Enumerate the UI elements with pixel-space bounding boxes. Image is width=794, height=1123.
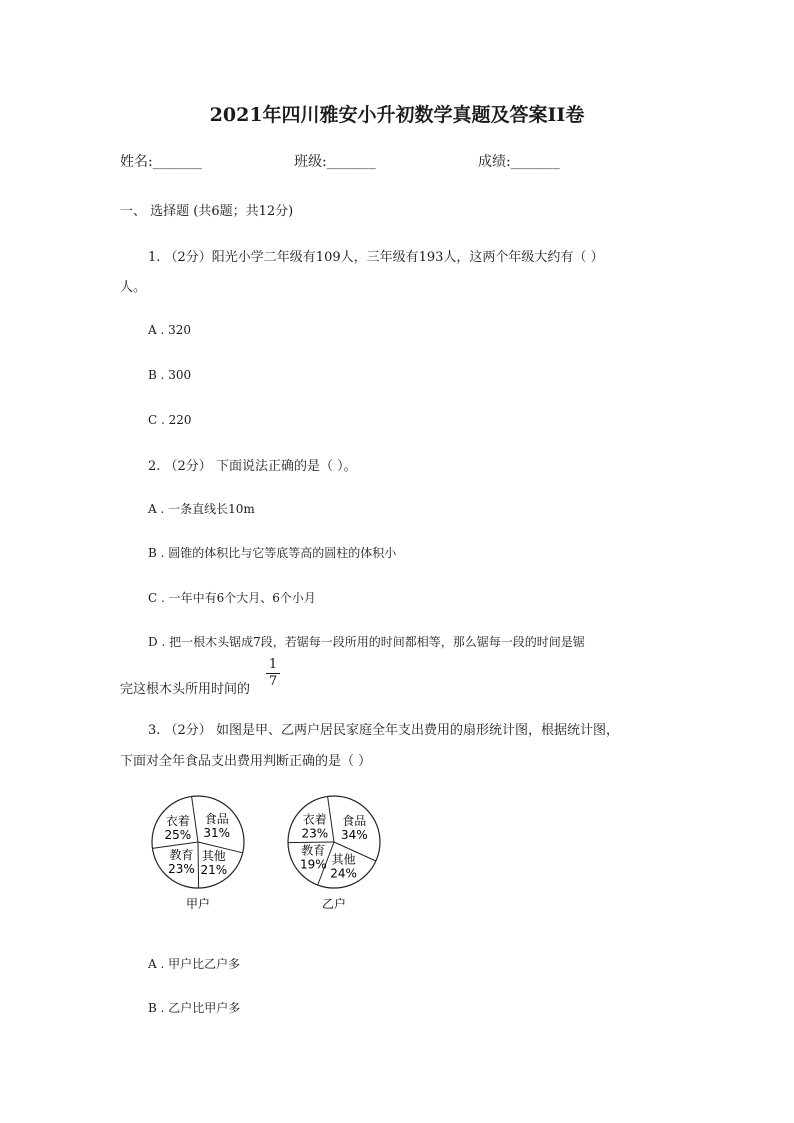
section-heading: 一、 选择题 (共6题；共12分) xyxy=(120,204,294,219)
question-2-text: 2. （2分） 下面说法正确的是（ ）。 xyxy=(148,459,357,474)
pie-slice-label: 食品 xyxy=(204,812,229,826)
pie-slice-value: 23% xyxy=(168,862,195,877)
pie-slice-boundary xyxy=(198,842,199,888)
q2-option-a[interactable]: A . 一条直线长10m xyxy=(148,502,255,516)
pie-slice-boundary xyxy=(192,796,198,842)
question-1-text: 1. （2分）阳光小学二年级有109人，三年级有193人，这两个年级大约有（ ） xyxy=(148,250,604,265)
pie-slice-value: 25% xyxy=(164,827,192,842)
fraction-denominator: 7 xyxy=(268,674,278,689)
q2-option-d[interactable]: D . 把一根木头锯成7段，若锯每一段所用的时间都相等，那么锯每一段的时间是锯 xyxy=(148,635,585,649)
pie-slice-label: 教育 xyxy=(301,843,326,858)
pie-slice-value: 34% xyxy=(340,827,368,842)
q2-option-b[interactable]: B . 圆锥的体积比与它等底等高的圆柱的体积小 xyxy=(148,546,397,560)
pie-charts-figure xyxy=(140,790,400,920)
q3-option-a[interactable]: A . 甲户比乙户多 xyxy=(148,957,241,971)
name-field: 姓名:_______ xyxy=(120,154,202,170)
pie-slice-label: 教育 xyxy=(169,848,194,863)
score-field: 成绩:_______ xyxy=(478,154,560,170)
pie-slice-boundary xyxy=(288,842,334,843)
q3-option-b[interactable]: B . 乙户比甲户多 xyxy=(148,1001,241,1015)
class-field: 班级:_______ xyxy=(294,154,376,170)
fraction-numerator: 1 xyxy=(268,657,278,672)
pie-slice-label: 衣着 xyxy=(302,812,327,827)
pie-slice-label: 其他 xyxy=(201,848,226,863)
fraction-one-seventh xyxy=(266,658,280,689)
page-title: 2021年四川雅安小升初数学真题及答案II卷 xyxy=(209,104,585,126)
pie-slice-value: 19% xyxy=(299,857,327,872)
pie-title-1: 甲户 xyxy=(185,897,211,911)
pie-slice-value: 21% xyxy=(200,862,228,877)
question-3-text-cont: 下面对全年食品支出费用判断正确的是（ ） xyxy=(120,754,372,769)
pie-slice-label: 衣着 xyxy=(165,813,190,828)
pie-slice-value: 23% xyxy=(301,826,329,841)
q2-option-c[interactable]: C . 一年中有6个大月、6个小月 xyxy=(148,591,316,605)
pie-slice-boundary xyxy=(328,796,334,842)
pie-title-2: 乙户 xyxy=(321,897,347,911)
pie-slice-label: 食品 xyxy=(342,813,367,828)
q1-option-b[interactable]: B . 300 xyxy=(148,368,192,382)
q2-option-d-cont: 完这根木头所用时间的 xyxy=(120,682,251,697)
pie-slice-value: 24% xyxy=(330,866,357,881)
q1-option-c[interactable]: C . 220 xyxy=(148,413,192,427)
pie-slice-label: 其他 xyxy=(331,852,356,867)
question-1-text-cont: 人。 xyxy=(120,280,147,295)
question-3-text: 3. （2分） 如图是甲、乙两户居民家庭全年支出费用的扇形统计图，根据统计图， xyxy=(148,723,619,738)
q1-option-a[interactable]: A . 320 xyxy=(148,323,192,337)
pie-slice-value: 31% xyxy=(203,826,231,840)
